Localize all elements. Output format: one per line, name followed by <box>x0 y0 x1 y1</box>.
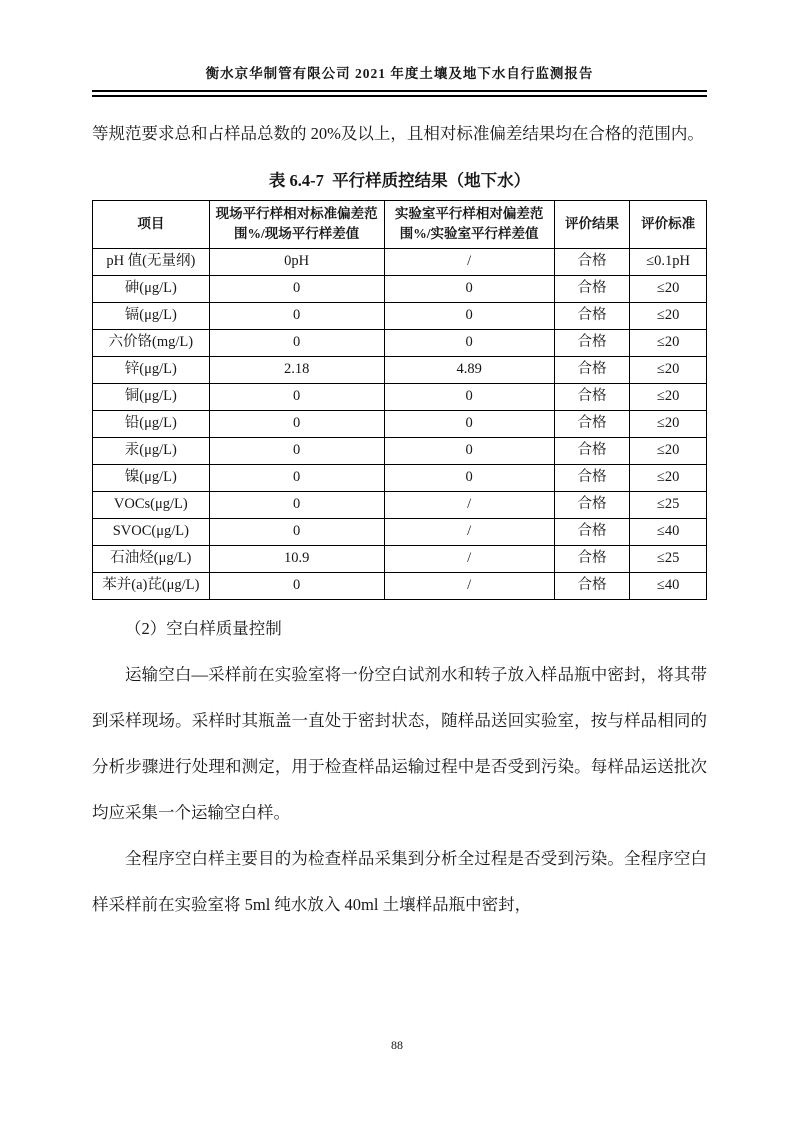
cell-item: pH 值(无量纲) <box>93 248 210 275</box>
cell-lab-parallel-value: 0 <box>384 329 554 356</box>
full-procedure-blank-paragraph: 全程序空白样主要目的为检查样品采集到分析全过程是否受到污染。全程序空白样采样前在实验室将 5ml 纯水放入 40ml 土壤样品瓶中密封， <box>92 848 707 914</box>
cell-item: 铅(μg/L) <box>93 410 210 437</box>
cell-eval-result: 合格 <box>554 356 630 383</box>
cell-item: 苯并(a)芘(μg/L) <box>93 572 210 599</box>
cell-lab-parallel-value: / <box>384 518 554 545</box>
cell-item: VOCs(μg/L) <box>93 491 210 518</box>
cell-lab-parallel-value: / <box>384 248 554 275</box>
page-number: 88 <box>391 1038 403 1052</box>
cell-lab-parallel-value: / <box>384 572 554 599</box>
cell-lab-parallel-value: 0 <box>384 275 554 302</box>
table-row <box>93 248 707 275</box>
cell-field-parallel-value: 0 <box>209 302 384 329</box>
cell-field-parallel-value: 0 <box>209 518 384 545</box>
cell-lab-parallel-value: 0 <box>384 302 554 329</box>
cell-item: 铜(μg/L) <box>93 383 210 410</box>
table-row <box>93 383 707 410</box>
intro-paragraph: 等规范要求总和占样品总数的 20%及以上，且相对标准偏差结果均在合格的范围内。 <box>92 124 704 143</box>
cell-eval-standard: ≤40 <box>630 518 707 545</box>
cell-item: 镍(μg/L) <box>93 464 210 491</box>
table-row <box>93 302 707 329</box>
table-row <box>93 410 707 437</box>
page-content <box>92 0 707 928</box>
cell-field-parallel-value: 2.18 <box>209 356 384 383</box>
transport-blank-paragraph: 运输空白—采样前在实验室将一份空白试剂水和转子放入样品瓶中密封，将其带到采样现场。采样时其瓶盖一直处于密封状态，随样品送回实验室，按与样品相同的分析步骤进行处理和测定，用于检查样品运输过程中是否受到污染。每样品运送批次均应采集一个运输空白样。 <box>92 664 707 822</box>
cell-field-parallel-value: 0 <box>209 329 384 356</box>
cell-eval-result: 合格 <box>554 518 630 545</box>
table-row <box>93 437 707 464</box>
cell-field-parallel-value: 0 <box>209 491 384 518</box>
cell-lab-parallel-value: 4.89 <box>384 356 554 383</box>
cell-lab-parallel-value: 0 <box>384 464 554 491</box>
qc-table-header <box>93 201 707 249</box>
cell-field-parallel-value: 0pH <box>209 248 384 275</box>
cell-eval-standard: ≤20 <box>630 437 707 464</box>
column-header-item: 项目 <box>93 201 210 249</box>
table-row <box>93 356 707 383</box>
cell-eval-standard: ≤40 <box>630 572 707 599</box>
cell-item: 六价铬(mg/L) <box>93 329 210 356</box>
cell-eval-standard: ≤0.1pH <box>630 248 707 275</box>
table-row <box>93 572 707 599</box>
qc-table-body <box>93 248 707 599</box>
table-row <box>93 545 707 572</box>
cell-eval-standard: ≤25 <box>630 545 707 572</box>
table-row <box>93 464 707 491</box>
cell-field-parallel-value: 0 <box>209 383 384 410</box>
cell-eval-result: 合格 <box>554 437 630 464</box>
cell-eval-result: 合格 <box>554 464 630 491</box>
qc-results-table <box>92 200 707 600</box>
cell-eval-result: 合格 <box>554 248 630 275</box>
cell-eval-result: 合格 <box>554 545 630 572</box>
cell-field-parallel-value: 0 <box>209 464 384 491</box>
cell-eval-result: 合格 <box>554 383 630 410</box>
column-header-field-parallel: 现场平行样相对标准偏差范围%/现场平行样差值 <box>209 201 384 249</box>
cell-eval-standard: ≤20 <box>630 410 707 437</box>
column-header-eval-standard: 评价标准 <box>630 201 707 249</box>
cell-item: 砷(μg/L) <box>93 275 210 302</box>
cell-lab-parallel-value: 0 <box>384 437 554 464</box>
cell-eval-result: 合格 <box>554 275 630 302</box>
header-row <box>93 201 707 249</box>
cell-item: 锌(μg/L) <box>93 356 210 383</box>
blank-sample-section <box>92 606 707 928</box>
cell-eval-result: 合格 <box>554 491 630 518</box>
cell-item: 镉(μg/L) <box>93 302 210 329</box>
cell-eval-standard: ≤20 <box>630 383 707 410</box>
cell-lab-parallel-value: 0 <box>384 383 554 410</box>
cell-field-parallel-value: 10.9 <box>209 545 384 572</box>
cell-lab-parallel-value: / <box>384 545 554 572</box>
column-header-eval-result: 评价结果 <box>554 201 630 249</box>
cell-eval-standard: ≤20 <box>630 302 707 329</box>
cell-eval-standard: ≤20 <box>630 356 707 383</box>
table-row <box>93 491 707 518</box>
cell-item: 汞(μg/L) <box>93 437 210 464</box>
table-row <box>93 329 707 356</box>
cell-eval-result: 合格 <box>554 302 630 329</box>
header-divider <box>92 90 707 97</box>
table-row <box>93 275 707 302</box>
cell-item: 石油烃(μg/L) <box>93 545 210 572</box>
table-caption: 表 6.4-7 平行样质控结果（地下水） <box>268 171 531 190</box>
table-row <box>93 518 707 545</box>
cell-lab-parallel-value: 0 <box>384 410 554 437</box>
cell-eval-standard: ≤20 <box>630 464 707 491</box>
cell-field-parallel-value: 0 <box>209 437 384 464</box>
cell-lab-parallel-value: / <box>384 491 554 518</box>
cell-field-parallel-value: 0 <box>209 275 384 302</box>
column-header-lab-parallel: 实验室平行样相对偏差范围%/实验室平行样差值 <box>384 201 554 249</box>
cell-field-parallel-value: 0 <box>209 410 384 437</box>
cell-item: SVOC(μg/L) <box>93 518 210 545</box>
cell-eval-standard: ≤25 <box>630 491 707 518</box>
document-header-title: 衡水京华制管有限公司 2021 年度土壤及地下水自行监测报告 <box>205 66 594 81</box>
cell-eval-result: 合格 <box>554 410 630 437</box>
section-heading: （2）空白样质量控制 <box>125 618 282 638</box>
cell-eval-result: 合格 <box>554 329 630 356</box>
cell-eval-result: 合格 <box>554 572 630 599</box>
cell-field-parallel-value: 0 <box>209 572 384 599</box>
cell-eval-standard: ≤20 <box>630 275 707 302</box>
cell-eval-standard: ≤20 <box>630 329 707 356</box>
